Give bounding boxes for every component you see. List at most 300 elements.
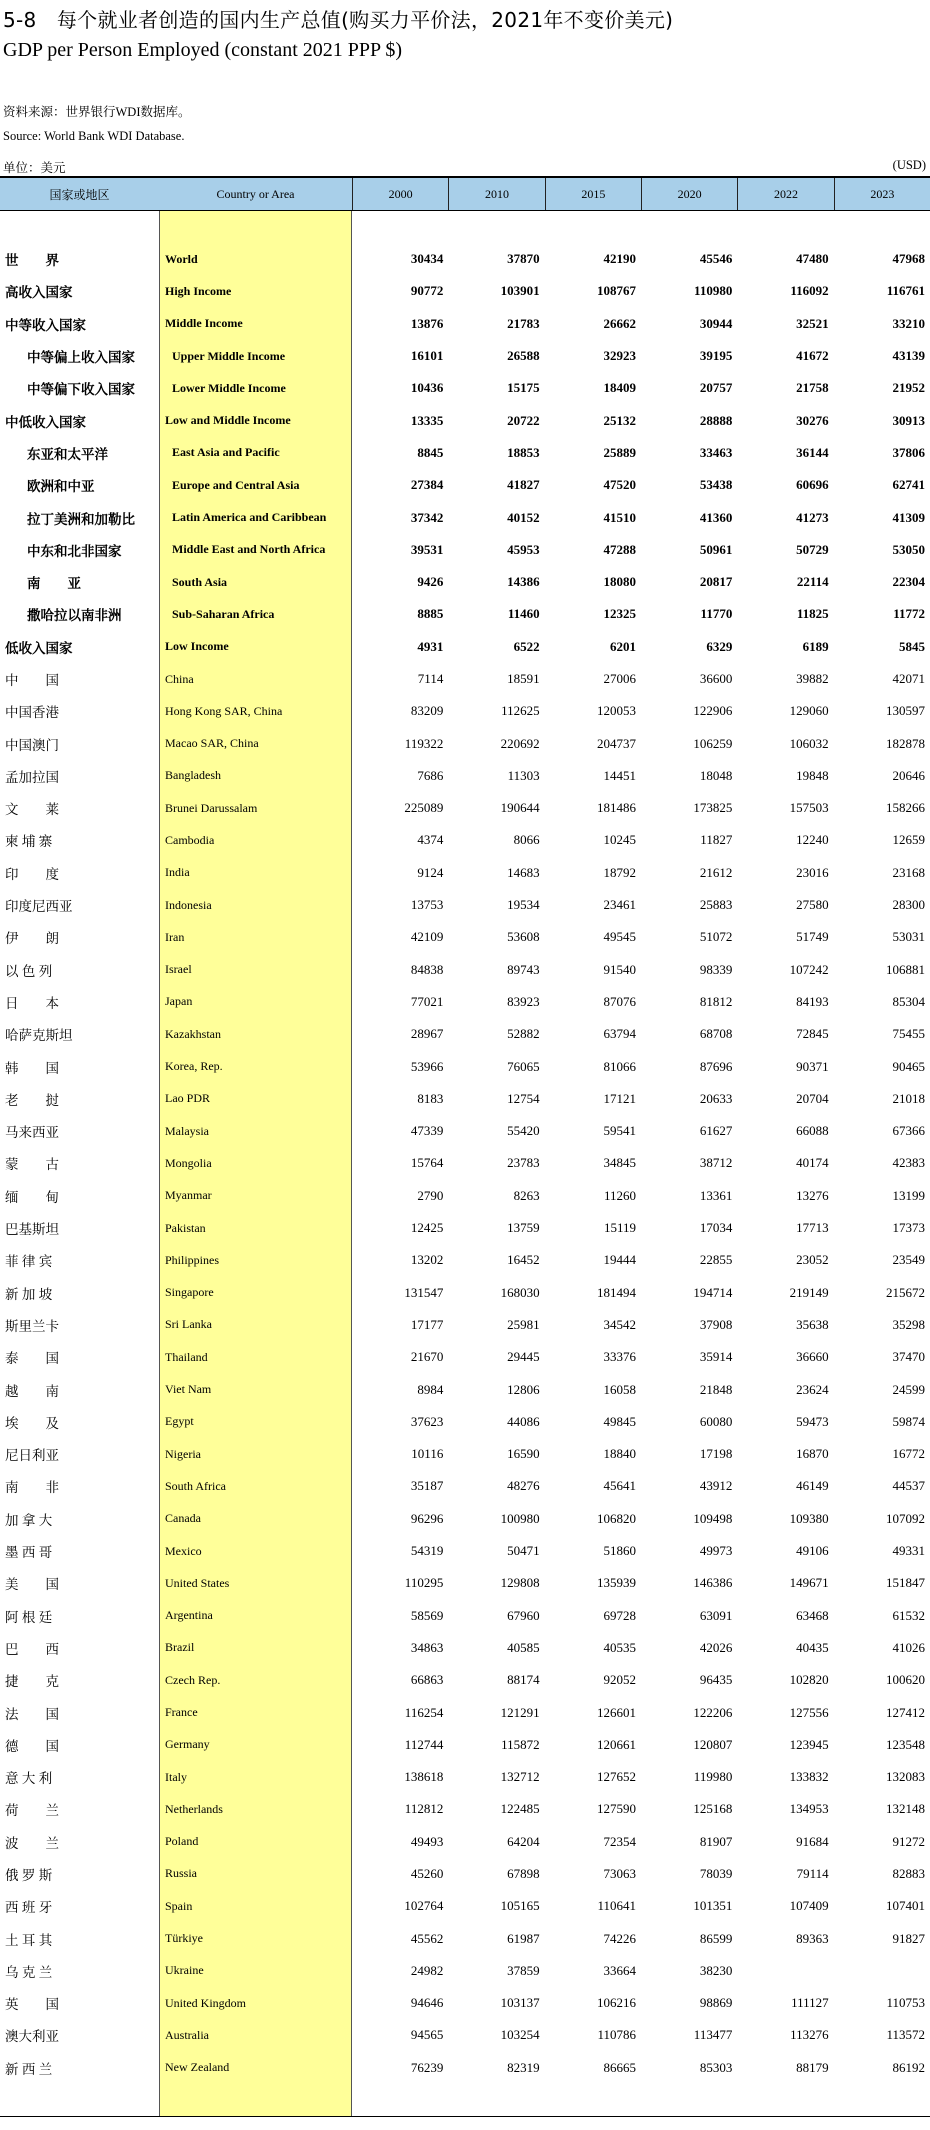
row-name-en: Iran (165, 929, 185, 944)
table-row (0, 1567, 930, 1599)
row-name-en: Viet Nam (165, 1382, 212, 1397)
table-row (0, 372, 930, 404)
value-cell-2022: 36144 (796, 444, 829, 460)
value-cell-2020: 20817 (699, 574, 733, 590)
value-cell-2015: 49545 (603, 929, 636, 945)
value-cell-2010: 82319 (507, 2059, 540, 2075)
value-cell-2023: 23549 (892, 1252, 925, 1268)
value-cell-2000: 116254 (404, 1704, 444, 1720)
value-cell-2023: 90465 (892, 1058, 925, 1074)
row-name-en: South Africa (165, 1478, 226, 1493)
row-name-cn: 中等偏上收入国家 (27, 350, 135, 366)
value-cell-2022: 19848 (796, 767, 829, 783)
value-cell-2000: 7686 (417, 767, 444, 783)
table-row (0, 1503, 930, 1535)
value-cell-2000: 10436 (410, 380, 444, 396)
value-cell-2015: 51860 (603, 1543, 636, 1559)
value-cell-2023: 151847 (886, 1575, 925, 1591)
value-cell-2010: 23783 (507, 1155, 540, 1171)
value-cell-2023: 42383 (892, 1155, 925, 1171)
value-cell-2023: 132148 (886, 1801, 925, 1817)
row-name-cn: 泰 国 (5, 1351, 59, 1367)
row-name-cn: 南 非 (5, 1480, 59, 1496)
value-cell-2015: 47520 (603, 477, 636, 493)
value-cell-2023: 123548 (886, 1736, 925, 1752)
value-cell-2010: 19534 (507, 897, 540, 913)
value-cell-2015: 26662 (603, 315, 636, 331)
value-cell-2020: 101351 (693, 1898, 733, 1914)
value-cell-2015: 18840 (603, 1446, 636, 1462)
value-cell-2000: 4374 (417, 832, 444, 848)
value-cell-2010: 11460 (507, 606, 540, 622)
value-cell-2022: 123945 (789, 1736, 829, 1752)
row-name-en: Sri Lanka (165, 1317, 212, 1332)
value-cell-2020: 53438 (699, 477, 733, 493)
value-cell-2000: 8183 (417, 1090, 444, 1106)
value-cell-2023: 17373 (892, 1220, 925, 1236)
row-name-cn: 墨 西 哥 (5, 1545, 53, 1561)
value-cell-2023: 116761 (886, 283, 925, 299)
value-cell-2015: 108767 (597, 283, 636, 299)
value-cell-2020: 18048 (699, 767, 733, 783)
row-name-cn: 南 亚 (27, 576, 81, 592)
table-row (0, 663, 930, 695)
value-cell-2022: 109380 (789, 1510, 829, 1526)
value-cell-2022: 40435 (796, 1639, 829, 1655)
value-cell-2015: 49845 (603, 1413, 636, 1429)
row-name-cn: 埃 及 (5, 1415, 59, 1431)
value-cell-2022: 47480 (796, 251, 829, 267)
value-cell-2010: 61987 (507, 1930, 540, 1946)
value-cell-2022: 32521 (796, 315, 829, 331)
value-cell-2020: 60080 (699, 1413, 733, 1429)
row-name-en: Hong Kong SAR, China (165, 703, 283, 718)
value-cell-2010: 18591 (507, 671, 540, 686)
row-name-en: Korea, Rep. (165, 1059, 223, 1074)
row-name-en: India (165, 865, 190, 880)
value-cell-2022: 46149 (796, 1478, 829, 1494)
table-row (0, 275, 930, 307)
row-name-en: Netherlands (165, 1801, 223, 1816)
row-name-en: Mongolia (165, 1155, 212, 1170)
table-row (0, 1890, 930, 1922)
table-row (0, 1535, 930, 1567)
value-cell-2010: 64204 (507, 1833, 540, 1849)
value-cell-2022: 11825 (796, 606, 829, 622)
table-row (0, 986, 930, 1018)
value-cell-2020: 17034 (699, 1220, 733, 1236)
table-row (0, 1761, 930, 1793)
value-cell-2000: 21670 (410, 1349, 444, 1365)
table-row (0, 824, 930, 856)
value-cell-2010: 37859 (507, 1962, 540, 1978)
row-name-en: Japan (165, 994, 193, 1009)
value-cell-2022: 40174 (796, 1155, 829, 1171)
value-cell-2022: 30276 (796, 412, 829, 428)
table-row (0, 404, 930, 436)
value-cell-2022: 13276 (796, 1187, 829, 1203)
value-cell-2020: 110980 (694, 283, 733, 299)
row-name-en: Israel (165, 962, 192, 977)
value-cell-2010: 122485 (500, 1801, 540, 1817)
value-cell-2010: 44086 (507, 1413, 540, 1429)
value-cell-2022: 66088 (796, 1123, 829, 1139)
value-cell-2000: 15764 (410, 1155, 444, 1171)
value-cell-2015: 110641 (597, 1898, 636, 1914)
value-cell-2015: 23461 (603, 897, 636, 913)
row-name-cn: 土 耳 其 (5, 1932, 53, 1948)
table-row (0, 857, 930, 889)
value-cell-2010: 55420 (507, 1123, 540, 1139)
value-cell-2020: 96435 (699, 1672, 733, 1688)
value-cell-2000: 4931 (417, 638, 444, 654)
row-name-cn: 以 色 列 (5, 963, 53, 979)
value-cell-2023: 53050 (892, 541, 925, 557)
value-cell-2015: 74226 (603, 1930, 636, 1946)
value-cell-2022: 49106 (796, 1543, 829, 1559)
value-cell-2010: 12806 (507, 1381, 540, 1397)
value-cell-2000: 7114 (417, 671, 444, 686)
value-cell-2022: 17713 (796, 1220, 829, 1236)
row-name-cn: 澳大利亚 (5, 2029, 59, 2045)
value-cell-2023: 5845 (899, 638, 925, 654)
value-cell-2015: 120661 (597, 1736, 636, 1752)
value-cell-2020: 120807 (693, 1736, 733, 1752)
value-cell-2020: 68708 (699, 1026, 733, 1042)
row-name-en: East Asia and Pacific (172, 445, 280, 460)
value-cell-2023: 43139 (892, 348, 925, 364)
header-name-cn: 国家或地区 (49, 187, 110, 202)
value-cell-2022: 88179 (796, 2059, 829, 2075)
table-row (0, 1858, 930, 1890)
table-row (0, 695, 930, 727)
value-cell-2010: 220692 (500, 735, 540, 751)
value-cell-2022: 133832 (789, 1769, 829, 1785)
value-cell-2023: 86192 (892, 2059, 925, 2075)
row-name-en: Upper Middle Income (172, 348, 286, 363)
row-name-cn: 高收入国家 (5, 285, 73, 301)
value-cell-2000: 13876 (410, 315, 444, 331)
value-cell-2020: 41360 (699, 509, 733, 525)
value-cell-2015: 42190 (603, 251, 636, 267)
value-cell-2010: 103254 (500, 2027, 540, 2043)
row-name-cn: 斯里兰卡 (5, 1318, 59, 1334)
value-cell-2010: 25981 (507, 1316, 540, 1332)
value-cell-2020: 109498 (693, 1510, 733, 1526)
value-cell-2023: 100620 (886, 1672, 925, 1688)
row-name-cn: 中国澳门 (5, 737, 59, 753)
table-row (0, 1729, 930, 1761)
value-cell-2015: 11260 (603, 1187, 636, 1203)
table-row (0, 1664, 930, 1696)
value-cell-2000: 53966 (410, 1058, 444, 1074)
value-cell-2023: 132083 (886, 1769, 925, 1785)
header-year: 2010 (448, 178, 544, 210)
value-cell-2010: 103137 (500, 1995, 540, 2011)
row-name-en: Macao SAR, China (165, 736, 259, 751)
value-cell-2015: 110786 (597, 2027, 636, 2043)
value-cell-2000: 94565 (410, 2027, 444, 2043)
row-name-en: High Income (165, 283, 232, 298)
row-name-cn: 孟加拉国 (5, 769, 59, 785)
table-title: 5-8 每个就业者创造的国内生产总值(购买力平价法，2021年不变价美元) (3, 8, 674, 32)
value-cell-2020: 13361 (699, 1187, 733, 1203)
row-name-en: United States (165, 1575, 230, 1590)
value-cell-2010: 132712 (500, 1769, 540, 1785)
value-cell-2022: 60696 (796, 477, 829, 493)
row-name-cn: 印度尼西亚 (5, 899, 73, 915)
header-year: 2020 (641, 178, 737, 210)
value-cell-2020: 98869 (699, 1995, 733, 2011)
value-cell-2022: 102820 (789, 1672, 829, 1688)
value-cell-2020: 98339 (699, 961, 733, 977)
value-cell-2010: 16452 (507, 1252, 540, 1268)
value-cell-2000: 30434 (410, 251, 444, 267)
value-cell-2000: 83209 (410, 703, 444, 719)
row-name-cn: 中东和北非国家 (27, 543, 122, 559)
value-cell-2010: 67898 (507, 1865, 540, 1881)
header-year: 2023 (834, 178, 930, 210)
row-name-cn: 蒙 古 (5, 1157, 59, 1173)
value-cell-2022: 6189 (802, 638, 829, 654)
value-cell-2015: 181486 (597, 800, 636, 816)
row-name-cn: 世 界 (5, 253, 59, 269)
value-cell-2020: 6329 (706, 638, 733, 654)
value-cell-2022: 219149 (789, 1284, 829, 1300)
value-cell-2023: 35298 (892, 1316, 925, 1332)
value-cell-2010: 115872 (501, 1736, 540, 1752)
value-cell-2020: 50961 (699, 541, 733, 557)
value-cell-2010: 103901 (500, 283, 540, 299)
table-row (0, 1277, 930, 1309)
value-cell-2000: 8984 (417, 1381, 444, 1397)
value-cell-2022: 89363 (796, 1930, 829, 1946)
table-row (0, 1373, 930, 1405)
table-row (0, 1309, 930, 1341)
value-cell-2015: 73063 (603, 1865, 636, 1881)
row-name-en: Ukraine (165, 1963, 204, 1978)
value-cell-2022: 39882 (796, 671, 829, 686)
row-name-en: Brunei Darussalam (165, 800, 258, 815)
value-cell-2020: 113477 (693, 2027, 733, 2043)
row-name-cn: 巴基斯坦 (5, 1222, 59, 1238)
row-name-en: Poland (165, 1834, 199, 1849)
value-cell-2023: 75455 (892, 1026, 925, 1042)
value-cell-2010: 105165 (500, 1898, 540, 1914)
table-row (0, 1632, 930, 1664)
value-cell-2015: 27006 (603, 671, 636, 686)
value-cell-2000: 76239 (410, 2059, 444, 2075)
row-name-cn: 意 大 利 (5, 1771, 53, 1787)
unit-label-cn: 单位：美元 (3, 161, 66, 175)
row-name-en: Germany (165, 1737, 210, 1752)
row-name-en: Middle Income (165, 316, 243, 331)
row-name-en: South Asia (172, 574, 228, 589)
value-cell-2015: 15119 (603, 1220, 636, 1236)
row-name-en: New Zealand (165, 2060, 230, 2075)
row-name-cn: 巴 西 (5, 1641, 59, 1657)
value-cell-2000: 54319 (410, 1543, 444, 1559)
value-cell-2020: 63091 (699, 1607, 733, 1623)
table-row (0, 727, 930, 759)
table-row (0, 501, 930, 533)
value-cell-2015: 33664 (603, 1962, 636, 1978)
row-name-cn: 中国香港 (5, 705, 59, 721)
value-cell-2015: 72354 (603, 1833, 636, 1849)
value-cell-2020: 33463 (699, 444, 733, 460)
value-cell-2022: 129060 (789, 703, 829, 719)
row-name-en: Mexico (165, 1543, 202, 1558)
value-cell-2000: 13335 (410, 412, 444, 428)
value-cell-2015: 59541 (603, 1123, 636, 1139)
value-cell-2015: 69728 (603, 1607, 636, 1623)
row-name-cn: 马来西亚 (5, 1125, 59, 1141)
value-cell-2010: 11303 (507, 767, 540, 783)
value-cell-2020: 194714 (693, 1284, 733, 1300)
row-name-en: Indonesia (165, 897, 212, 912)
value-cell-2000: 34863 (410, 1639, 444, 1655)
value-cell-2023: 107401 (886, 1898, 925, 1914)
value-cell-2020: 81812 (699, 993, 733, 1009)
value-cell-2000: 102764 (404, 1898, 444, 1914)
value-cell-2020: 17198 (699, 1446, 733, 1462)
value-cell-2020: 61627 (699, 1123, 733, 1139)
value-cell-2015: 25132 (603, 412, 636, 428)
row-name-cn: 撒哈拉以南非洲 (27, 608, 122, 624)
value-cell-2000: 35187 (410, 1478, 444, 1494)
value-cell-2020: 20757 (699, 380, 733, 396)
value-cell-2023: 49331 (892, 1543, 925, 1559)
value-cell-2020: 42026 (699, 1639, 733, 1655)
table-row (0, 1987, 930, 2019)
row-name-en: Lao PDR (165, 1091, 210, 1106)
value-cell-2010: 41827 (507, 477, 540, 493)
row-name-en: Italy (165, 1769, 187, 1784)
row-name-en: Czech Rep. (165, 1672, 221, 1687)
table-row (0, 2019, 930, 2051)
value-cell-2020: 173825 (693, 800, 733, 816)
table-row (0, 1696, 930, 1728)
value-cell-2020: 51072 (699, 929, 733, 945)
value-cell-2023: 24599 (892, 1381, 925, 1397)
value-cell-2022: 27580 (796, 897, 829, 913)
value-cell-2023: 82883 (892, 1865, 925, 1881)
value-cell-2022: 59473 (796, 1413, 829, 1429)
table-row (0, 340, 930, 372)
row-name-en: Low and Middle Income (165, 413, 291, 428)
table-row (0, 1212, 930, 1244)
row-name-cn: 柬 埔 寨 (5, 834, 53, 850)
value-cell-2000: 16101 (410, 348, 444, 364)
row-name-cn: 中低收入国家 (5, 414, 86, 430)
row-name-en: Bangladesh (165, 768, 221, 783)
value-cell-2000: 10116 (411, 1446, 444, 1462)
value-cell-2000: 37342 (410, 509, 444, 525)
row-name-cn: 拉丁美洲和加勒比 (27, 511, 135, 527)
value-cell-2000: 13753 (410, 897, 444, 913)
value-cell-2023: 37470 (892, 1349, 925, 1365)
value-cell-2000: 42109 (410, 929, 444, 945)
source-note-en: Source: World Bank WDI Database. (3, 129, 185, 143)
row-name-en: China (165, 671, 194, 686)
value-cell-2022: 113276 (790, 2027, 829, 2043)
value-cell-2010: 52882 (507, 1026, 540, 1042)
value-cell-2023: 53031 (892, 929, 925, 945)
value-cell-2000: 131547 (404, 1284, 444, 1300)
value-cell-2015: 87076 (603, 993, 636, 1009)
row-name-en: Pakistan (165, 1220, 206, 1235)
value-cell-2015: 86665 (603, 2059, 636, 2075)
value-cell-2015: 25889 (603, 444, 636, 460)
row-name-en: Cambodia (165, 832, 215, 847)
header-name-en: Country or Area (216, 186, 295, 201)
value-cell-2010: 88174 (507, 1672, 540, 1688)
value-cell-2000: 66863 (410, 1672, 444, 1688)
value-cell-2000: 45562 (410, 1930, 444, 1946)
value-cell-2020: 122906 (693, 703, 733, 719)
row-name-en: Myanmar (165, 1188, 212, 1203)
value-cell-2015: 63794 (603, 1026, 636, 1042)
row-name-en: Malaysia (165, 1123, 209, 1138)
table-subtitle: GDP per Person Employed (constant 2021 PPP $) (3, 39, 403, 61)
value-cell-2020: 30944 (699, 315, 733, 331)
value-cell-2023: 91827 (892, 1930, 925, 1946)
value-cell-2023: 215672 (886, 1284, 925, 1300)
value-cell-2022: 41672 (796, 348, 829, 364)
row-name-cn: 缅 甸 (5, 1189, 59, 1205)
value-cell-2022: 23016 (796, 864, 829, 880)
value-cell-2023: 44537 (892, 1478, 925, 1494)
row-name-en: Low Income (165, 639, 229, 654)
table-bottom-rule (0, 2116, 930, 2117)
row-name-en: Lower Middle Income (172, 380, 286, 395)
value-cell-2020: 81907 (699, 1833, 733, 1849)
table-row (0, 1793, 930, 1825)
value-cell-2015: 47288 (603, 541, 636, 557)
value-cell-2010: 16590 (507, 1446, 540, 1462)
value-cell-2000: 27384 (410, 477, 444, 493)
row-name-cn: 西 班 牙 (5, 1900, 53, 1916)
value-cell-2023: 20646 (892, 767, 925, 783)
value-cell-2015: 6201 (610, 638, 636, 654)
value-cell-2020: 36600 (699, 671, 733, 686)
table-row (0, 631, 930, 663)
value-cell-2023: 21952 (892, 380, 925, 396)
value-cell-2010: 18853 (507, 444, 540, 460)
value-cell-2000: 94646 (410, 1995, 444, 2011)
value-cell-2020: 146386 (693, 1575, 733, 1591)
value-cell-2000: 225089 (404, 800, 444, 816)
table-row (0, 1438, 930, 1470)
row-name-en: Middle East and North Africa (172, 542, 326, 557)
value-cell-2000: 12425 (410, 1220, 444, 1236)
value-cell-2022: 107242 (789, 961, 829, 977)
row-name-en: Australia (165, 2027, 209, 2042)
row-name-cn: 美 国 (5, 1577, 59, 1593)
value-cell-2020: 39195 (699, 348, 733, 364)
value-cell-2023: 130597 (886, 703, 925, 719)
table-row (0, 760, 930, 792)
value-cell-2015: 106216 (597, 1995, 636, 2011)
value-cell-2020: 78039 (699, 1865, 733, 1881)
value-cell-2015: 34845 (603, 1155, 636, 1171)
table-row (0, 534, 930, 566)
value-cell-2010: 8263 (513, 1187, 540, 1203)
row-name-cn: 阿 根 廷 (5, 1609, 53, 1625)
value-cell-2022: 91684 (796, 1833, 829, 1849)
value-cell-2020: 43912 (699, 1478, 733, 1494)
value-cell-2015: 14451 (603, 767, 636, 783)
